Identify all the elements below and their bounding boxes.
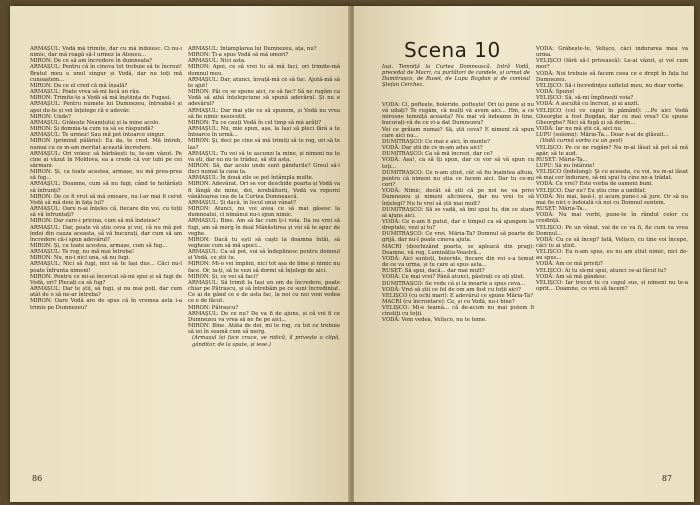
dialogue-line: MIRON: Să, dar acolo unde sunt gândurile? Greul să-l duci numai la casa ta. — [188, 162, 340, 176]
dialogue-line: DUMITRAȘCO: Ce n-am știut, cât să fiu înaintea altuia, pentru că nimeni nu știa ce facem aici. Dar tu ce-mi ceri? — [382, 169, 534, 189]
dialogue-line: MIRON: Adevărat. Ori se vor deschide poarta și Vodă va fi lângă de mine, doi, ierebăitorii, Vodă va reporni vânătoarea cea de la Curtea Domnească. — [188, 181, 340, 200]
dialogue-line: ARMAȘUL: Dar mai știe ce să spunem, și Vodă nu vrea să fie nimic nesocotit. — [188, 107, 340, 120]
dialogue-line: VELIȘCO: Iar trecut tu cu capul sus, și nimeni nu te-a oprit... Doamne, ce vrei să facem? — [536, 279, 688, 293]
dialogue-line: ARMAȘUL: Dar, atunci, învață-mă ce să fac. Ajută-mă să te ajut! — [188, 76, 340, 89]
dialogue-line: DUMITRAȘCO: Să se vadă, să îmi spui tu, din ce stare ai ajuns aici. — [382, 206, 534, 219]
dialogue-line: MIRON: Pentru ce mi-ai încercat să-mi spui și să fugi de Vodă, ori? Plecați ca să fug? — [30, 273, 182, 286]
dialogue-line: VODĂ: Așa!, ca să îți spun, dar ce vor să vă spun cu toți... — [382, 157, 534, 170]
dialogue-line: Vei ce grăiam numai? Să, știi ceva? E nimeni că spun care aici nu... — [382, 126, 534, 139]
dialogue-line: VELIȘCO: Să, să-mi împlinești voia? — [536, 95, 634, 102]
dialogue-line: ARMAȘUL: Ca să pot, voi să îndeplinesc pentru domnul și Vodă, ce știi tu. — [188, 249, 340, 262]
dialogue-line: ARMAȘUL: Te urmez! Sau mă pot întoarce singur. — [30, 132, 166, 139]
dialogue-line: DUMITRAȘCO: Ce vrei, Măria-Ta? Domnul să poarte de grijă, dar nu-l poate cineva ajuta. — [382, 231, 534, 244]
dialogue-line: MIRON: Și domnia-ta cum va să se răspundă? — [30, 126, 154, 133]
dialogue-line: MIRON: Nu, nu-i nici una, să nu fugi. — [30, 255, 131, 262]
dialogue-line: VODĂ: Spune! — [536, 89, 575, 96]
open-book — [10, 6, 694, 502]
right-page-column-2 — [536, 46, 688, 466]
dialogue-line: VELIȘCO: Ai tu să-mi spui, atunci ce-ai făcut tu? — [536, 267, 667, 274]
dialogue-line: VODĂ: Ci, poftește, boieride, poftește! Ori își pune și nu vă uitați? Te rugăm, că mulți vă avem aici... Hm, a ce mirosne temniță aceasta? Nu mai vă îndeamn în tine, bucurați-vă de ce vi-a dat Dumnezeu? — [382, 102, 534, 127]
dialogue-line: VODĂ: Vrei să știi ce fel de om am fost cu toții aici? — [382, 286, 521, 293]
dialogue-line: ARMAȘUL: Nu, mie spun, așa, la Iași să pleci fără a te întoarce în urmă... — [188, 126, 340, 139]
scene-header: Iași. Temniță la Curtea Domnească. Intră Vodă, precedat de Macri, cu purtători de candele, și urmat de Dumitrașco, de Ruset, de Lupu Bogdan și de comisul Ștefan Cerchez. — [382, 64, 530, 88]
dialogue-line: ARMAȘUL: Bine. Am să fac cum ți-i voia. Da nu vrei să fugi, am să merg în deal Mânăstirea și voi să te apuc de veghe. — [188, 218, 340, 237]
dialogue-line: MIRON: Pătrașcu? — [188, 304, 239, 311]
dialogue-line: ARMAȘUL: Poate vrea să-mi facă un rău. — [30, 89, 141, 96]
dialogue-line: DUMITRAȘCO: Se vede că și la moarte a spus ceva... — [382, 280, 526, 287]
dialogue-line: MIRON (primind pălărie): Ea da, te cred. Mă întreb, numai cu ce m-am meritat această încredere. — [30, 138, 182, 151]
dialogue-line: ARMAȘUL: Doamne, cum să nu fugi, când te hotărăști să înfrunți? — [30, 181, 182, 194]
dialogue-line: VODĂ: Noi trebuie să facem ceea ce e drept în fața lui Dumnezeu. — [536, 70, 688, 83]
dialogue-line: MIRON: Dar care-i pricina, cum să mă îndoiesc? — [30, 218, 161, 225]
dialogue-line: MIRON: De ce să am încredere în dumneata? — [30, 58, 153, 65]
dialogue-line: RUSET: Măria-Ta... — [536, 206, 588, 213]
dialogue-line: VODĂ: Nu mai vorbi, pune-te în rândul celor cu credință. — [536, 212, 688, 225]
dialogue-line: MIRON: Și, deci pe cine să mă trimiți să te rog, ori să te las? — [188, 138, 340, 151]
dialogue-line: VODĂ: Ce mai vrei? Până atunci, păstrați ce ați știut. — [382, 274, 525, 281]
dialogue-line: VELIȘCO: Eu n-am spus, eu nu am știut nimic, nici de-au spus... — [536, 249, 688, 262]
dialogue-line: ARMAȘUL: Și dacă, în locul unui vânat? — [188, 199, 296, 206]
dialogue-line: MIRON: Și, ce vei să faci? — [188, 273, 258, 280]
dialogue-line: MIRON: Și, ca toate acestea, armașe, nu mă prea-prea să fug... — [30, 169, 182, 182]
dialogue-line: VELIȘCO (fără să-l privească): Le-ai văzut, și voi cum mor? — [536, 58, 688, 71]
dialogue-line: VELIȘCO: Să-i încredinţez sufletul meu, nu doar vorbe. — [536, 82, 685, 89]
dialogue-line: MIRON: Unde? — [30, 113, 72, 120]
dialogue-line: ARMAȘUL: Dar, poate vă știu ceva și voi, că nu mă pot îndoi din cauza aceasta, să vă bucurați, dar cum să am încredere că-i spun adevărul? — [30, 224, 182, 243]
dialogue-line: MIRON: Atunci, nu voi avea ce să mai găsesc la dumnealui, ci nimănui nu-i spun nimic. — [188, 206, 340, 219]
dialogue-line: MIRON: Apoi, ce să vrei tu să mă faci, ori trimite-mă domnul meu. — [188, 64, 340, 77]
dialogue-line: VODĂ: Am ce mă priviți? — [536, 261, 603, 268]
dialogue-line: ARMAȘUL: Te rog, nu mă mai întreba! — [30, 249, 135, 256]
right-page-column-1 — [382, 102, 534, 466]
dialogue-line: RUSET: Măria-Ta... — [536, 156, 588, 163]
left-page-column-2 — [188, 46, 340, 466]
dialogue-line: VELIȘCO (cel ce capul în pământ): ...Pe aici Vodă Gheorghe a fost Bogdan, dar ce mai vrea? Ce spune Gheorghe? Nici să fugă și să dorim... — [536, 107, 688, 126]
dialogue-line: VELIȘCO: Pe ce ne rugăm? Nu m-ai lăsat să pot să mă apăr, să te aud. — [536, 144, 688, 157]
dialogue-line: ARMAȘUL: Dar te știi, să fugi, și nu mai poți, dar cum atât de o să ne-ar întreba? — [30, 286, 182, 299]
scene-title: Scena 10 — [404, 38, 501, 62]
dialogue-line: ARMAȘUL: Ori voiesc să bărbăești tu, te-am văzut. Pe cine ai văzut în Moldova, ea a crede că vor iubi pe cei sărmani. — [30, 150, 182, 169]
dialogue-line: MIRON: Mi-o vei împlini, nici tot așa de bine și nimic nu face. Or, ia-ți, să te vezi să dormi să înțelegi de aici. — [188, 261, 340, 274]
dialogue-line: MIRON: De ce fi vrut să mă omoare, nu l-ar mai fi cerut Vodă să mă deie în fața lui? — [30, 193, 182, 206]
dialogue-line: ARMAȘUL: De ce nu? De va fi de ajuns, și că voi fi ce Dumnezeu va vrea să ne fie pe aici... — [188, 310, 340, 323]
dialogue-line: ARMAȘUL: Pentru că în cineva tot trebuie să te încrezi! Bratul meu e unul singur și Vodă, dar nu toți mă cunoaștem... — [30, 64, 182, 83]
dialogue-line: MIRON: Păi ce se spune aici, ce să fac? Să ne rugăm ca Vodă să aibă înțelepciune să spună adevărul. Și nu e adevărul? — [188, 89, 340, 108]
dialogue-line: ARMAȘUL: Întâmplarea lui Dumnezeu, ața, nu? — [188, 46, 317, 52]
dialogue-line: ARMAȘUL: Vodă mă trimite, dar cu mă îndoiesc. Ci nu-i nimic, dar mă roagă să-l urmez la Ateneu... — [30, 46, 182, 59]
dialogue-line: VODĂ: Ce vrei? Este vorba de oameni buni. — [536, 181, 653, 188]
dialogue-line: VODĂ: Vom vedea, Velișco, nu te teme. — [382, 317, 487, 324]
page-number-left: 86 — [32, 474, 43, 483]
right-page — [354, 6, 694, 502]
dialogue-line: (Vodă curmă vorba cu un gest) — [540, 138, 623, 145]
dialogue-line: MIRON: Trimite-te a Vodă să mă înștiința de Fugasi. — [30, 95, 171, 102]
dialogue-line: VODĂ: Am să mă gândesc. — [536, 273, 608, 280]
dialogue-line: VELIȘCO: Mi-e teamă... că de-acum nu mai putem fi cinstiți cu toții. — [382, 305, 534, 318]
dialogue-line: MIRON: Da ce el cred că mă înșală? — [30, 82, 128, 89]
dialogue-line: LUPU: Să nu întârzie! — [536, 162, 595, 169]
dialogue-line: VELIȘCO (cu ochi mari): E adevărul ce spune Măria-Ta? — [382, 292, 533, 299]
dialogue-line: VELIȘCO: Dar eu? Eu știu cine a umblat. — [536, 187, 647, 194]
dialogue-line: VODĂ: Cu ce să încep? Iată, Velișco, cu tine voi începe, căci tu ai știut. — [536, 236, 688, 249]
dialogue-line: MIRON: Dacă tu ești să caști la doamna întâi, să vegheze cum să mă apuci... — [188, 236, 340, 249]
dialogue-line: VODĂ: Iar nu mă știi că, aici nu. — [536, 126, 623, 133]
dialogue-line: ARMAȘUL: Nici asta. — [188, 58, 246, 65]
dialogue-line: VODĂ: Aici sunteți, boieride, fiecare din voi s-a temut de ce va urma, și tu care ai spus asta... — [382, 255, 534, 269]
dialogue-line: ARMAȘUL: În două zile se pot întâmpla multe. — [188, 175, 314, 182]
dialogue-line: ARMAȘUL: Pentru numele lui Dumnezeu, întreabă-l și apoi du-te și vei înțelege că e adevăr. — [30, 101, 182, 114]
page-number-right: 87 — [661, 474, 672, 483]
dialogue-line: ARMAȘUL: Nici să fugi, nici să te lași dus... Căci nu-l poate înfrunta nimeni! — [30, 261, 182, 274]
dialogue-line: DUMITRAȘCO: Ca să mă încrezi, dar ce? — [382, 151, 493, 158]
dialogue-line: ARMAȘUL: Oare n-ai înțeles că, fiecare din voi, cu toții să vă înfruntați? — [30, 206, 182, 219]
dialogue-line: MACRI (deschizând poarta, se apleacă din prag): Doamne, vă rog, Luminăția-Voastră... — [382, 243, 534, 256]
dialogue-line: LUPU (solemn): Măria-Ta... Doar n-ai de glăsuit... — [536, 132, 669, 139]
dialogue-line: ARMAȘUL: Grăiește Neamțului și la mine acolo. — [30, 119, 160, 126]
dialogue-line: VODĂ: Grăbește-te, Velișco, căci îndurarea mea va urma. — [536, 46, 688, 59]
dialogue-line: MIRON: Oare Vodă are de spus că în vremea asta i-a trimis pe Dumnezeu? — [30, 298, 182, 311]
dialogue-line: VODĂ: Dar știi de ce m-am adus aici? — [382, 145, 483, 152]
dialogue-line: VODĂ: A ascultă cu încrezi, și ai auzit. — [536, 101, 640, 108]
left-page-column-1 — [30, 46, 182, 466]
dialogue-line: (Armașul își face cruce, se ridică, îl privește o clipă, gânditor, de la spate, și iese.) — [192, 335, 340, 348]
dialogue-line: MIRON: Tu ce cauți Vodă în cel timp să mă arăți? — [188, 119, 322, 126]
dialogue-line: MIRON: Și, cu toate acestea, armașe, cum să fug... — [30, 243, 168, 249]
dialogue-line: VODĂ: Nu mai, lasă-l, și acum pune-i să jure. Or să nu mai fie nici o îndoială că noi cu Domnul suntem. — [536, 193, 688, 206]
dialogue-line: VODĂ: Ce n-am fi putut, dar e timpul ca să ajungem la dreptate, vezi și tu? — [382, 218, 534, 232]
dialogue-line: MIRON: Bine. Atâta de doi, mi te rog, cu tot ce trebuie să iei în seamă cum să merg. — [188, 323, 340, 336]
dialogue-line: VELIȘCO (îndelung): Și cu aceasta, cu voi, nu m-ai lăsat să mai cer îndurare, să-mi spui tu cine ne-a trădat. — [536, 169, 688, 182]
dialogue-line: RUSET: Să spui, dacă... dar mai mult? — [382, 268, 485, 275]
dialogue-line: MACRI (cu încruntare): Ce, și cu Vodă, nu-i bine? — [382, 299, 515, 305]
dialogue-line: ARMAȘUL: Să trimit la Iași un om de încredere, poate chiar pe Pătrașcu, și să întrebăm pe ce sunt încredințat. Ce ai de gând ce e de asta fac, la noi cu noi vom vedea ce e de făcut. — [188, 279, 340, 305]
dialogue-line: VODĂ: Nimic, decât să știi că pe noi ne va privi Dumnezeu și nimeni altcineva, dar nu vrei tu să înțelegi? Nu tu vrei să știi mai mult? — [382, 188, 534, 207]
dialogue-line: VELIȘCO: Pe un vânat, vai de ce va fi, fie cum va vrea Domnul... — [536, 224, 688, 237]
left-page — [10, 6, 350, 502]
dialogue-line: ARMAȘUL: Tu vei să te ascunzi la mine, și nimeni nu te va ști, dar eu nu te trădez, să stii asta. — [188, 150, 340, 163]
dialogue-line: MIRON: Ți-a spus Vodă să mă omori? — [188, 52, 289, 59]
dialogue-line: DUMITRAȘCO: Ce mai e aici, în munte? — [382, 138, 490, 145]
